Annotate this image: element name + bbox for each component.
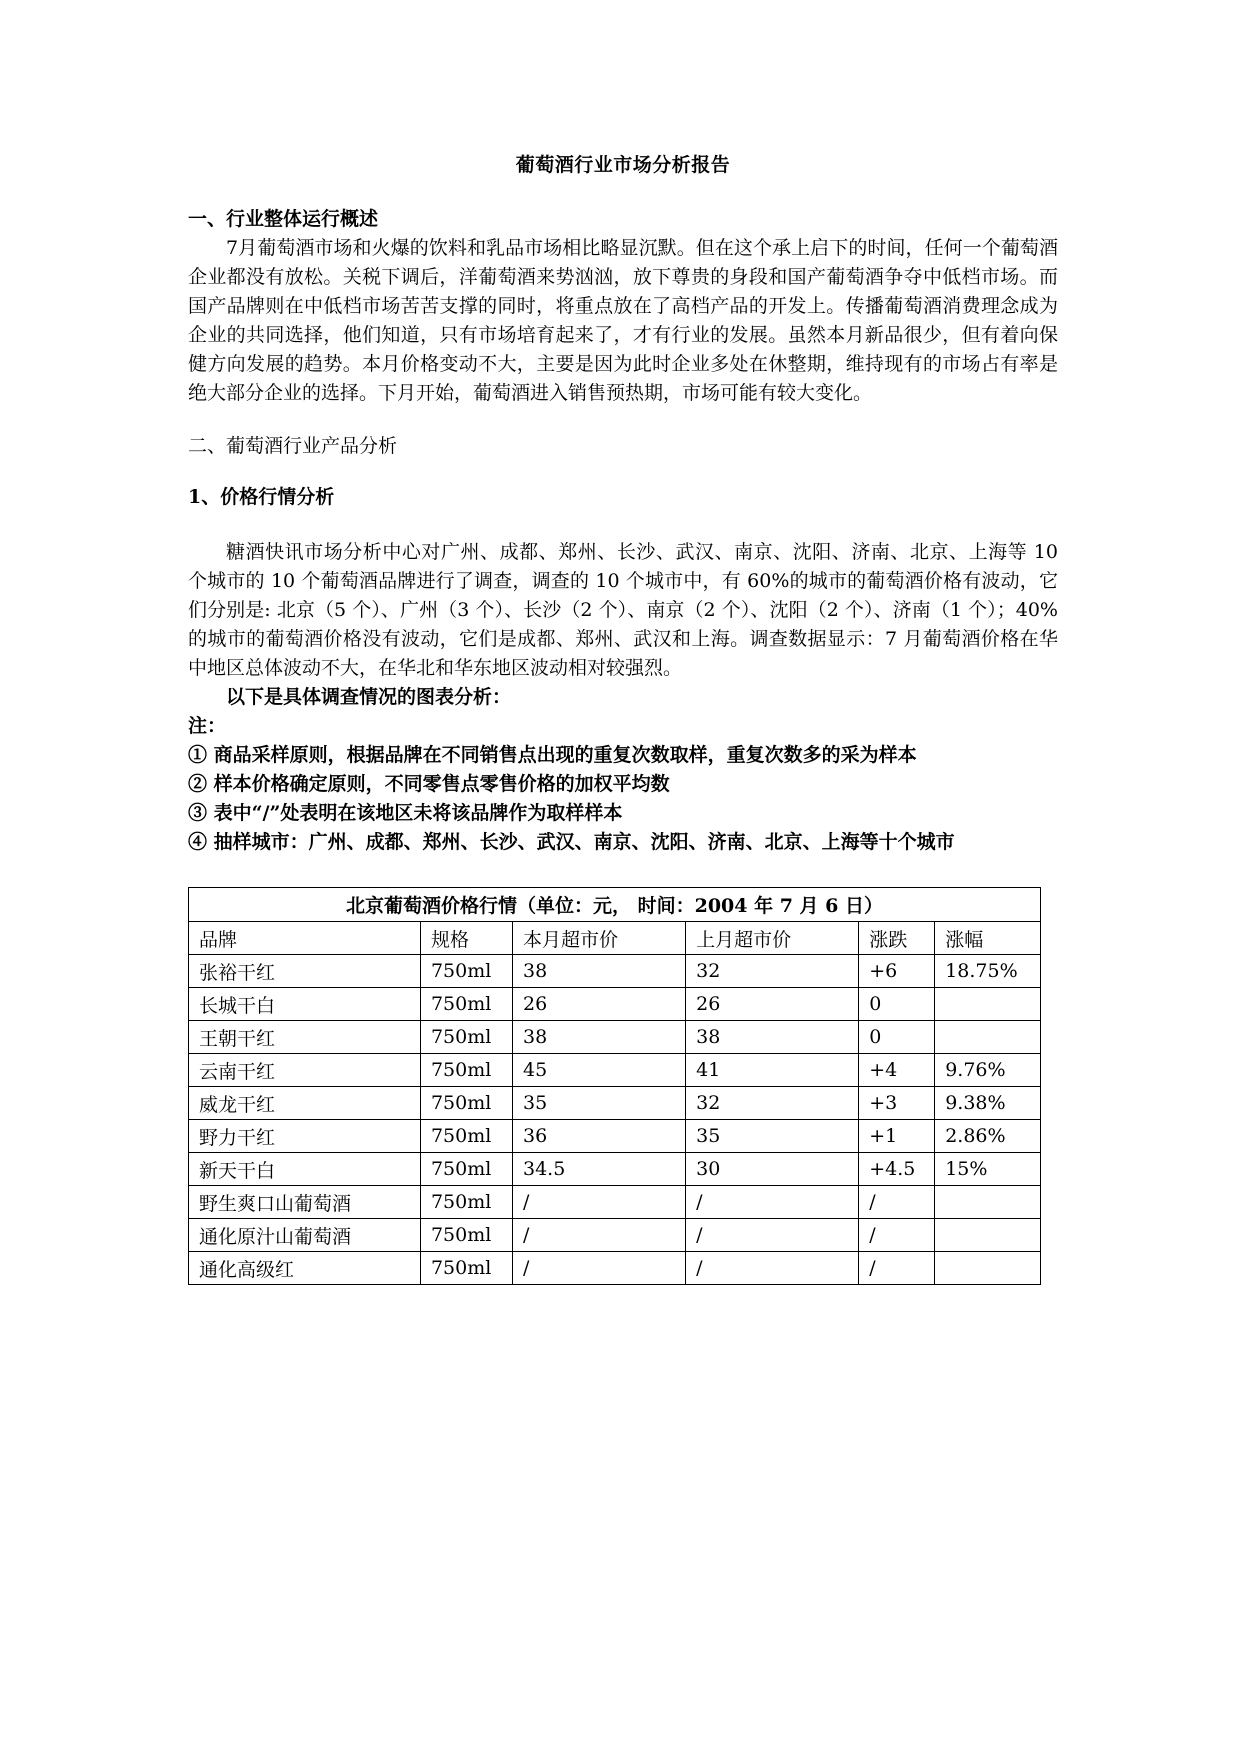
- table-cell: 41: [686, 1054, 859, 1087]
- table-cell: 威龙干红: [189, 1087, 421, 1120]
- table-cell: 0: [859, 988, 935, 1021]
- table-cell: 750ml: [420, 955, 512, 988]
- table-cell: /: [686, 1186, 859, 1219]
- table-cell: 38: [513, 955, 686, 988]
- table-cell: 30: [686, 1153, 859, 1186]
- table-cell: 38: [513, 1021, 686, 1054]
- table-cell: 0: [859, 1021, 935, 1054]
- header-cell: 品牌: [189, 922, 421, 955]
- table-cell: 36: [513, 1120, 686, 1153]
- table-cell: 通化原汁山葡萄酒: [189, 1219, 421, 1252]
- table-cell: 野力干红: [189, 1120, 421, 1153]
- table-cell: [935, 1252, 1041, 1285]
- beijing-price-table: [188, 887, 1041, 1285]
- table-cell: 野生爽口山葡萄酒: [189, 1186, 421, 1219]
- table-cell: +3: [859, 1087, 935, 1120]
- table-cell: /: [513, 1219, 686, 1252]
- table-cell: [935, 1186, 1041, 1219]
- table-row: [189, 1054, 1041, 1087]
- header-cell: 涨幅: [935, 922, 1041, 955]
- table-row: [189, 955, 1041, 988]
- section-1-heading: 一、行业整体运行概述: [188, 208, 379, 230]
- table-cell: 云南干红: [189, 1054, 421, 1087]
- table-cell: 张裕干红: [189, 955, 421, 988]
- table-cell: /: [859, 1252, 935, 1285]
- table-cell: 2.86%: [935, 1120, 1041, 1153]
- table-caption: 北京葡萄酒价格行情（单位：元， 时间：2004 年 7 月 6 日）: [189, 888, 1041, 922]
- table-cell: 32: [686, 955, 859, 988]
- table-cell: 26: [513, 988, 686, 1021]
- table-row: [189, 1219, 1041, 1252]
- table-row: [189, 1252, 1041, 1285]
- table-cell: 王朝干红: [189, 1021, 421, 1054]
- document-page: [188, 150, 1058, 1285]
- table-cell: 35: [513, 1087, 686, 1120]
- table-cell: +1: [859, 1120, 935, 1153]
- table-header-row: [189, 922, 1041, 955]
- table-row: [189, 1021, 1041, 1054]
- header-cell: 规格: [420, 922, 512, 955]
- chart-intro: 以下是具体调查情况的图表分析：: [226, 686, 512, 708]
- section-2-1-heading: 1、价格行情分析: [188, 486, 335, 508]
- table-cell: 750ml: [420, 1087, 512, 1120]
- table-row: [189, 1087, 1041, 1120]
- table-cell: 38: [686, 1021, 859, 1054]
- table-cell: 18.75%: [935, 955, 1041, 988]
- header-cell: 本月超市价: [513, 922, 686, 955]
- section-2-heading: 二、葡萄酒行业产品分析: [188, 435, 398, 457]
- table-cell: 750ml: [420, 1186, 512, 1219]
- table-cell: 新天干白: [189, 1153, 421, 1186]
- header-cell: 上月超市价: [686, 922, 859, 955]
- price-analysis-paragraph: 糖酒快讯市场分析中心对广州、成都、郑州、长沙、武汉、南京、沈阳、济南、北京、上海等 10 个城市的 10 个葡萄酒品牌进行了调查，调查的 10 个城市中，有 60%的城市的葡萄酒价格有波动，它们分别是: 北京（5 个）、广州（3 个）、长沙（2 个）、南京（2 个）、沈阳（2 个）、济南（1 个）；40%的城市的葡萄酒价格没有波动，它们是成都、郑州、武汉和上海。调查数据显示：7 月葡萄酒价格在华中地区总体波动不大，在华北和华东地区波动相对较强烈。: [188, 541, 1058, 679]
- section-1-paragraph: 7月葡萄酒市场和火爆的饮料和乳品市场相比略显沉默。但在这个承上启下的时间，任何一个葡萄酒企业都没有放松。关税下调后，洋葡萄酒来势汹汹，放下尊贵的身段和国产葡萄酒争夺中低档市场。而国产品牌则在中低档市场苦苦支撑的同时，将重点放在了高档产品的开发上。传播葡萄酒消费理念成为企业的共同选择，他们知道，只有市场培育起来了，才有行业的发展。虽然本月新品很少，但有着向保健方向发展的趋势。本月价格变动不大，主要是因为此时企业多处在休整期，维持现有的市场占有率是绝大部分企业的选择。下月开始，葡萄酒进入销售预热期，市场可能有较大变化。: [188, 237, 1058, 404]
- table-cell: 45: [513, 1054, 686, 1087]
- price-table-wrapper: [188, 887, 1041, 1285]
- table-cell: /: [513, 1252, 686, 1285]
- table-cell: 9.76%: [935, 1054, 1041, 1087]
- table-cell: /: [686, 1252, 859, 1285]
- table-cell: [935, 1021, 1041, 1054]
- table-cell: 750ml: [420, 1054, 512, 1087]
- table-cell: +4: [859, 1054, 935, 1087]
- table-cell: /: [859, 1219, 935, 1252]
- note-label: 注：: [188, 715, 227, 737]
- table-cell: 750ml: [420, 1021, 512, 1054]
- table-cell: 34.5: [513, 1153, 686, 1186]
- table-cell: 750ml: [420, 1252, 512, 1285]
- table-cell: [935, 988, 1041, 1021]
- table-row: [189, 1186, 1041, 1219]
- note-item: ① 商品采样原则，根据品牌在不同销售点出现的重复次数取样，重复次数多的采为样本: [188, 744, 917, 766]
- note-item: ④ 抽样城市：广州、成都、郑州、长沙、武汉、南京、沈阳、济南、北京、上海等十个城市: [188, 831, 955, 853]
- table-cell: 750ml: [420, 1219, 512, 1252]
- table-cell: +4.5: [859, 1153, 935, 1186]
- table-cell: 26: [686, 988, 859, 1021]
- document-title: 葡萄酒行业市场分析报告: [515, 154, 731, 176]
- table-cell: /: [513, 1186, 686, 1219]
- table-cell: [935, 1219, 1041, 1252]
- table-cell: 750ml: [420, 1120, 512, 1153]
- table-cell: /: [859, 1186, 935, 1219]
- table-caption-row: [189, 888, 1041, 922]
- table-cell: 750ml: [420, 988, 512, 1021]
- table-cell: +6: [859, 955, 935, 988]
- table-cell: /: [686, 1219, 859, 1252]
- table-row: [189, 1120, 1041, 1153]
- note-item: ② 样本价格确定原则，不同零售点零售价格的加权平均数: [188, 773, 670, 795]
- table-row: [189, 1153, 1041, 1186]
- table-cell: 750ml: [420, 1153, 512, 1186]
- table-cell: 9.38%: [935, 1087, 1041, 1120]
- note-item: ③ 表中“/”处表明在该地区未将该品牌作为取样样本: [188, 802, 623, 824]
- table-cell: 32: [686, 1087, 859, 1120]
- table-cell: 通化高级红: [189, 1252, 421, 1285]
- header-cell: 涨跌: [859, 922, 935, 955]
- table-row: [189, 988, 1041, 1021]
- table-cell: 长城干白: [189, 988, 421, 1021]
- table-cell: 15%: [935, 1153, 1041, 1186]
- table-cell: 35: [686, 1120, 859, 1153]
